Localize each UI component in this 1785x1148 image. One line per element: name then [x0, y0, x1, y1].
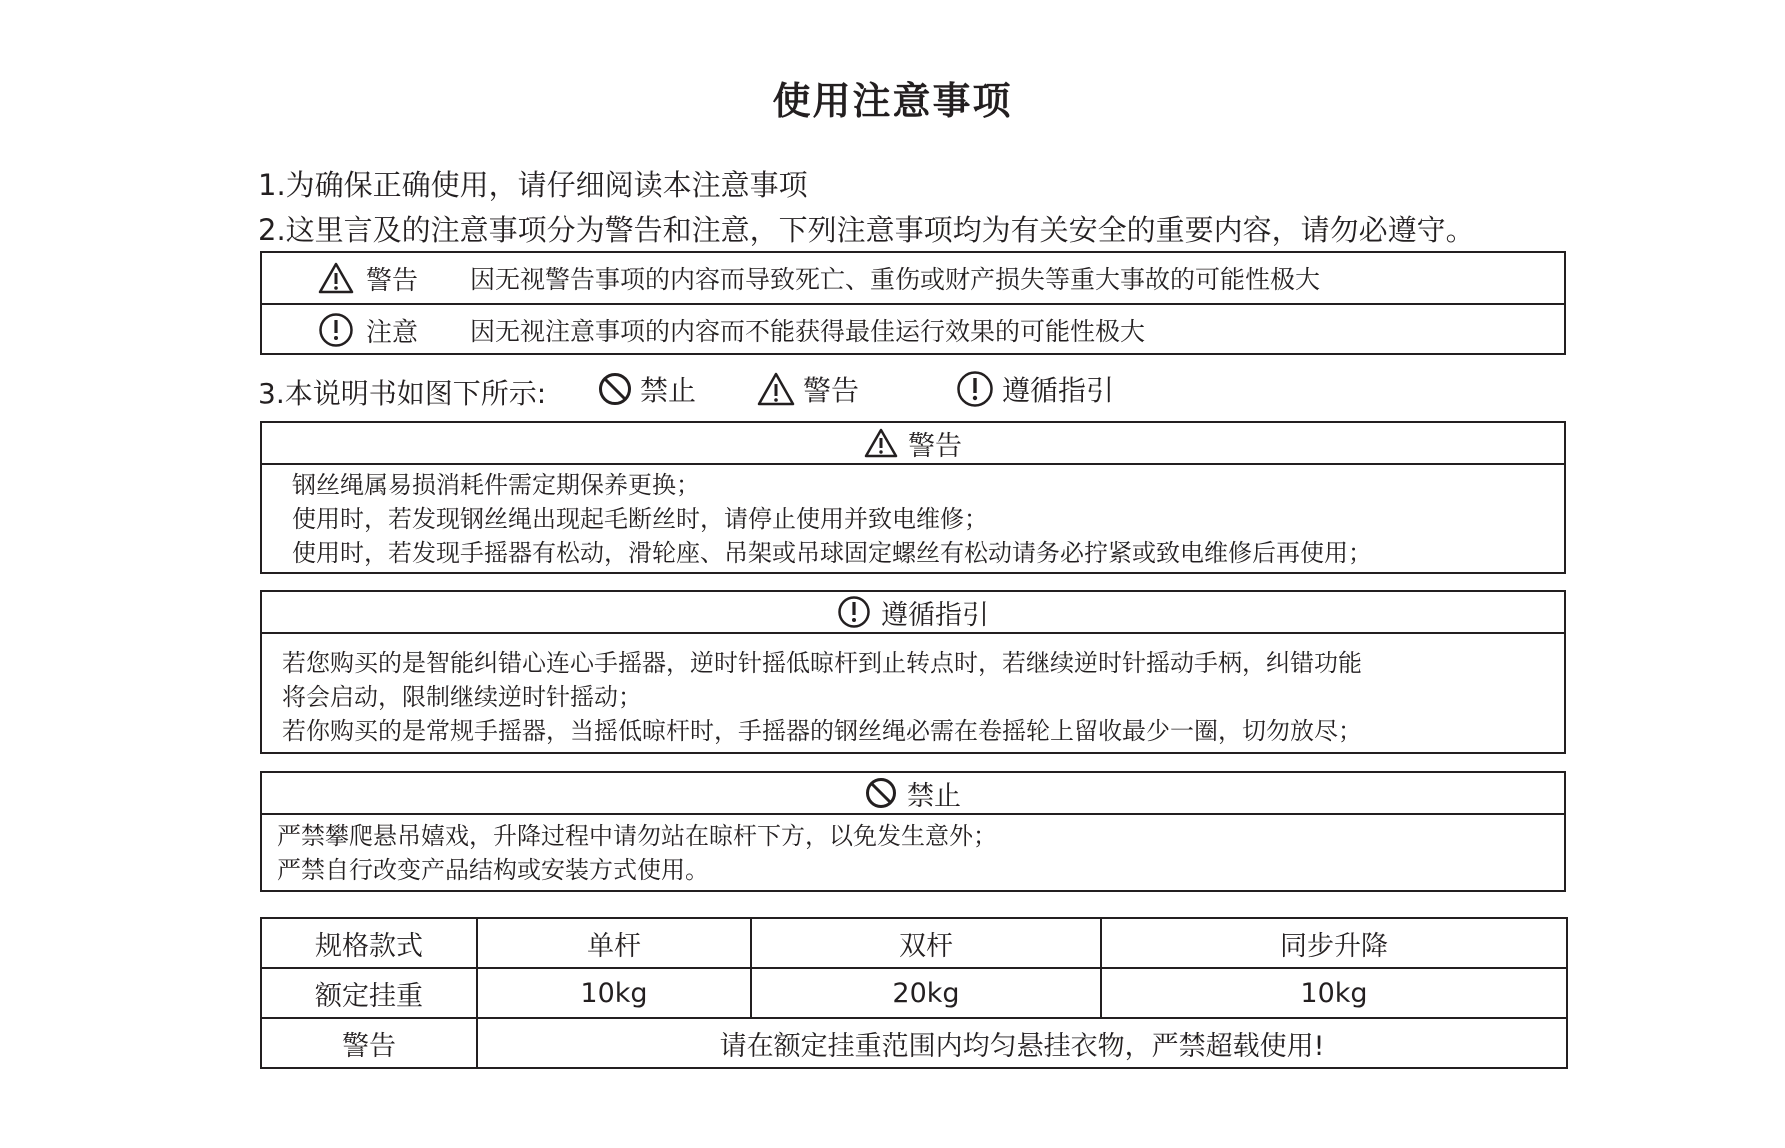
guide-section	[260, 590, 1566, 754]
guide-line: 若您购买的是智能纠错心连心手摇器，逆时针摇低晾杆到止转点时，若继续逆时针摇动手柄，纠错功能	[282, 649, 1362, 677]
guide-section-body	[262, 634, 1564, 748]
warning-section-title: 警告	[908, 430, 962, 462]
warning-triangle-icon	[318, 262, 354, 294]
warning-section-body	[262, 465, 1564, 570]
symbol-prohibit-label: 禁止	[640, 374, 697, 407]
legend-caution-label: 注意	[366, 317, 419, 348]
symbol-prohibit	[598, 369, 696, 409]
table-cell: 规格款式	[261, 918, 477, 968]
symbol-warning	[757, 369, 859, 409]
table-row	[261, 918, 1567, 968]
warning-line: 使用时，若发现手摇器有松动，滑轮座、吊架或吊球固定螺丝有松动请务必拧紧或致电维修后再使用；	[292, 539, 1372, 567]
prohibit-section	[260, 771, 1566, 892]
prohibit-section-title: 禁止	[907, 780, 961, 812]
table-cell: 双杆	[751, 918, 1101, 968]
symbol-warning-label: 警告	[803, 374, 860, 407]
prohibit-icon	[865, 777, 897, 809]
legend-warning-label: 警告	[366, 265, 419, 296]
table-cell: 10kg	[1101, 968, 1567, 1018]
legend-caution-text: 因无视注意事项的内容而不能获得最佳运行效果的可能性极大	[470, 317, 1146, 346]
table-cell: 单杆	[477, 918, 751, 968]
intro-line-1: 1.为确保正确使用，请仔细阅读本注意事项	[258, 168, 808, 202]
warning-line: 钢丝绳属易损消耗件需定期保养更换；	[292, 471, 700, 499]
table-row	[261, 968, 1567, 1018]
prohibit-section-body	[262, 815, 1564, 887]
symbol-follow	[956, 369, 1114, 409]
caution-circle-icon	[956, 370, 994, 408]
table-cell: 额定挂重	[261, 968, 477, 1018]
warning-section-heading	[262, 423, 1564, 465]
table-cell: 警告	[261, 1018, 477, 1068]
prohibit-section-heading	[262, 773, 1564, 815]
caution-circle-icon	[837, 595, 871, 629]
guide-section-heading	[262, 592, 1564, 634]
intro-line-2: 2.这里言及的注意事项分为警告和注意，下列注意事项均为有关安全的重要内容，请勿必遵守。	[258, 213, 1475, 247]
legend-warning-text: 因无视警告事项的内容而导致死亡、重伤或财产损失等重大事故的可能性极大	[470, 265, 1321, 294]
guide-line: 若你购买的是常规手摇器，当摇低晾杆时，手摇器的钢丝绳必需在卷摇轮上留收最少一圈，切勿放尽；	[282, 717, 1362, 745]
guide-section-title: 遵循指引	[881, 599, 989, 631]
spec-table	[260, 917, 1568, 1069]
symbols-intro: 3.本说明书如图下所示:	[258, 377, 547, 410]
warning-section	[260, 421, 1566, 574]
table-cell-wide: 请在额定挂重范围内均匀悬挂衣物，严禁超载使用!	[477, 1018, 1567, 1068]
prohibit-icon	[598, 372, 632, 406]
table-cell: 同步升降	[1101, 918, 1567, 968]
prohibit-line: 严禁攀爬悬吊嬉戏，升降过程中请勿站在晾杆下方，以免发生意外；	[277, 822, 997, 850]
legend-caution-row	[262, 303, 1564, 355]
legend-warning-row	[262, 253, 1564, 303]
warning-triangle-icon	[864, 428, 898, 458]
caution-circle-icon	[318, 312, 354, 348]
page-title: 使用注意事项	[772, 79, 1013, 123]
guide-line: 将会启动，限制继续逆时针摇动；	[282, 683, 642, 711]
table-cell: 20kg	[751, 968, 1101, 1018]
warning-triangle-icon	[757, 372, 795, 406]
table-cell: 10kg	[477, 968, 751, 1018]
warning-line: 使用时，若发现钢丝绳出现起毛断丝时，请停止使用并致电维修；	[292, 505, 988, 533]
table-row	[261, 1018, 1567, 1068]
legend-box	[260, 251, 1566, 355]
prohibit-line: 严禁自行改变产品结构或安装方式使用。	[277, 856, 709, 884]
symbol-follow-label: 遵循指引	[1002, 374, 1115, 407]
